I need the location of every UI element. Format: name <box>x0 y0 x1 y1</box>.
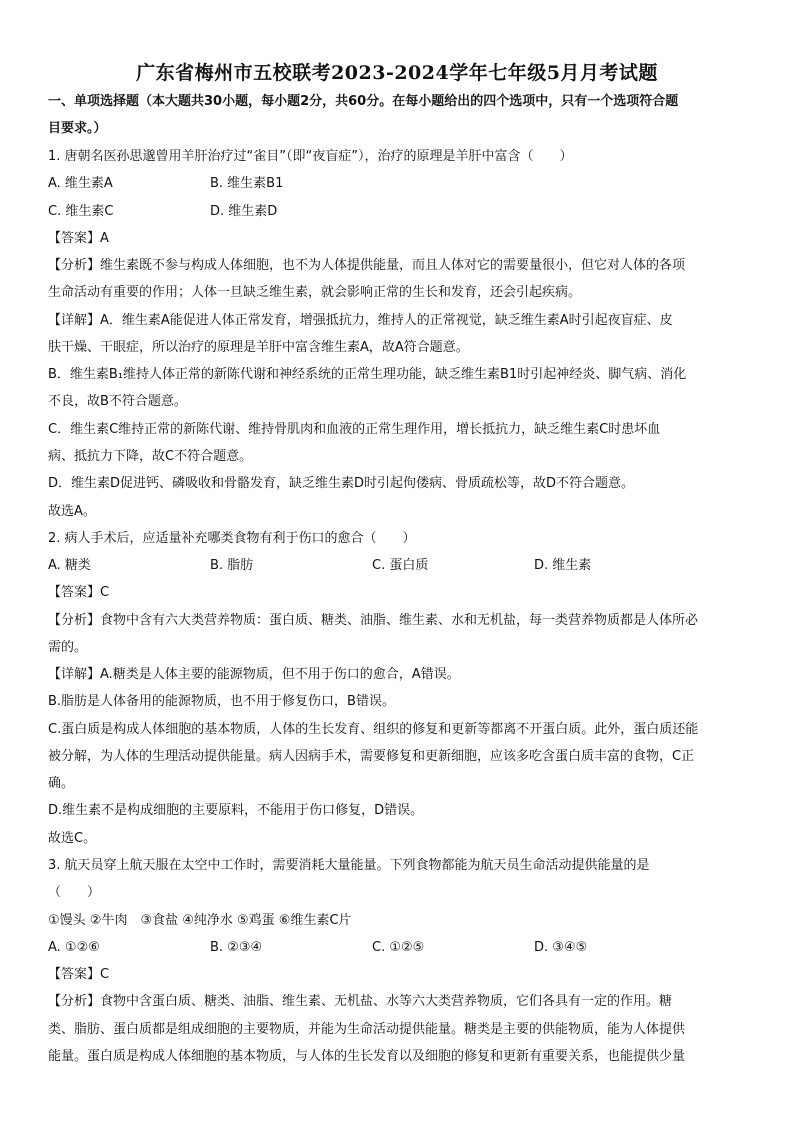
q1-option-a: A. 维生素A <box>48 176 113 191</box>
q3-option-b: B. ②③④ <box>210 940 263 955</box>
q1-analysis-line: 【分析】维生素既不参与构成人体细胞，也不为人体提供能量，而且人体对它的需要量很小，但它对人体的各项 <box>48 258 686 273</box>
q1-detail-line: 肤干燥、干眼症，所以治疗的原理是羊肝中富含维生素A，故A符合题意。 <box>48 340 469 355</box>
q3-analysis-line: 能量。蛋白质是构成人体细胞的基本物质，与人体的生长发育以及细胞的修复和更新有重要关系，也能提供少量 <box>48 1049 686 1064</box>
q1-detail-line: 【详解】A．维生素A能促进人体正常发育，增强抵抗力，维持人的正常视觉，缺乏维生素A时引起夜盲症、皮 <box>48 313 673 328</box>
q1-option-d: D. 维生素D <box>210 204 278 219</box>
q3-stem: 3. 航天员穿上航天服在太空中工作时，需要消耗大量能量。下列食物都能为航天员生命活动提供能量的是 <box>48 858 650 873</box>
q1-option-c: C. 维生素C <box>48 204 114 219</box>
q2-detail-line: D.维生素不是构成细胞的主要原料，不能用于伤口修复，D错误。 <box>48 803 424 818</box>
q2-analysis-line: 【分析】食物中含有六大类营养物质：蛋白质、糖类、油脂、维生素、水和无机盐，每一类营养物质都是人体所必 <box>48 613 699 628</box>
q3-answer-paren: （ ） <box>48 885 101 900</box>
q1-detail-line: 不良，故B不符合题意。 <box>48 394 187 409</box>
q2-detail-line: 故选C。 <box>48 831 97 846</box>
q1-detail-line: C．维生素C维持正常的新陈代谢、维持骨肌肉和血液的正常生理作用，增长抵抗力，缺乏维生素C时患坏血 <box>48 422 661 437</box>
section-heading-line2: 目要求。） <box>48 121 107 136</box>
q2-detail-line: 【详解】A.糖类是人体主要的能源物质，但不用于伤口的愈合，A错误。 <box>48 667 460 682</box>
q2-analysis-line: 需的。 <box>48 640 88 655</box>
q3-food-items: ①馒头 ②牛肉 ③食盐 ④纯净水 ⑤鸡蛋 ⑥维生素C片 <box>48 913 352 928</box>
q1-analysis-line: 生命活动有重要的作用；人体一旦缺乏维生素，就会影响正常的生长和发育，还会引起疾病。 <box>48 285 582 300</box>
q1-detail-line: 病、抵抗力下降，故C不符合题意。 <box>48 449 253 464</box>
q1-stem: 1. 唐朝名医孙思邈曾用羊肝治疗过“雀目”（即“夜盲症”），治疗的原理是羊肝中富含（ ） <box>48 149 573 164</box>
q2-option-a: A. 糖类 <box>48 558 91 573</box>
q1-option-b: B. 维生素B1 <box>210 176 284 191</box>
q2-option-c: C. 蛋白质 <box>372 558 429 573</box>
q2-detail-line: 被分解，为人体的生理活动提供能量。病人因病手术，需要修复和更新细胞，应该多吃含蛋白质丰富的食物，C正 <box>48 749 695 764</box>
q2-detail-line: B.脂肪是人体备用的能源物质，也不用于修复伤口，B错误。 <box>48 694 395 709</box>
q3-analysis-line: 类、脂肪、蛋白质都是组成细胞的主要物质，并能为生命活动提供能量。糖类是主要的供能物质，能为人体提供 <box>48 1022 686 1037</box>
q2-detail-line: 确。 <box>48 776 75 791</box>
q3-analysis-line: 【分析】食物中含蛋白质、糖类、油脂、维生素、无机盐、水等六大类营养物质，它们各具有一定的作用。糖 <box>48 994 673 1009</box>
section-heading-line1: 一、单项选择题（本大题共30小题，每小题2分，共60分。在每小题给出的四个选项中，只有一个选项符合题 <box>48 94 679 109</box>
q3-option-a: A. ①②⑥ <box>48 940 100 955</box>
q3-option-d: D. ③④⑤ <box>534 940 588 955</box>
page-title: 广东省梅州市五校联考2023-2024学年七年级5月月考试题 <box>136 62 658 84</box>
q2-answer: 【答案】C <box>48 585 110 600</box>
q2-option-b: B. 脂肪 <box>210 558 254 573</box>
q1-detail-line: 故选A。 <box>48 504 96 519</box>
q3-answer: 【答案】C <box>48 967 110 982</box>
q2-detail-line: C.蛋白质是构成人体细胞的基本物质，人体的生长发育、组织的修复和更新等都离不开蛋白质。此外，蛋白质还能 <box>48 722 699 737</box>
q1-detail-line: B．维生素B₁维持人体正常的新陈代谢和神经系统的正常生理功能，缺乏维生素B1时引起神经炎、脚气病、消化 <box>48 367 687 382</box>
q1-detail-line: D．维生素D促进钙、磷吸收和骨骼发育，缺乏维生素D时引起佝偻病、骨质疏松等，故D不符合题意。 <box>48 476 635 491</box>
q3-option-c: C. ①②⑤ <box>372 940 425 955</box>
q2-stem: 2. 病人手术后，应适量补充哪类食物有利于伤口的愈合（ ） <box>48 531 416 546</box>
q1-answer: 【答案】A <box>48 231 109 246</box>
q2-option-d: D. 维生素 <box>534 558 592 573</box>
